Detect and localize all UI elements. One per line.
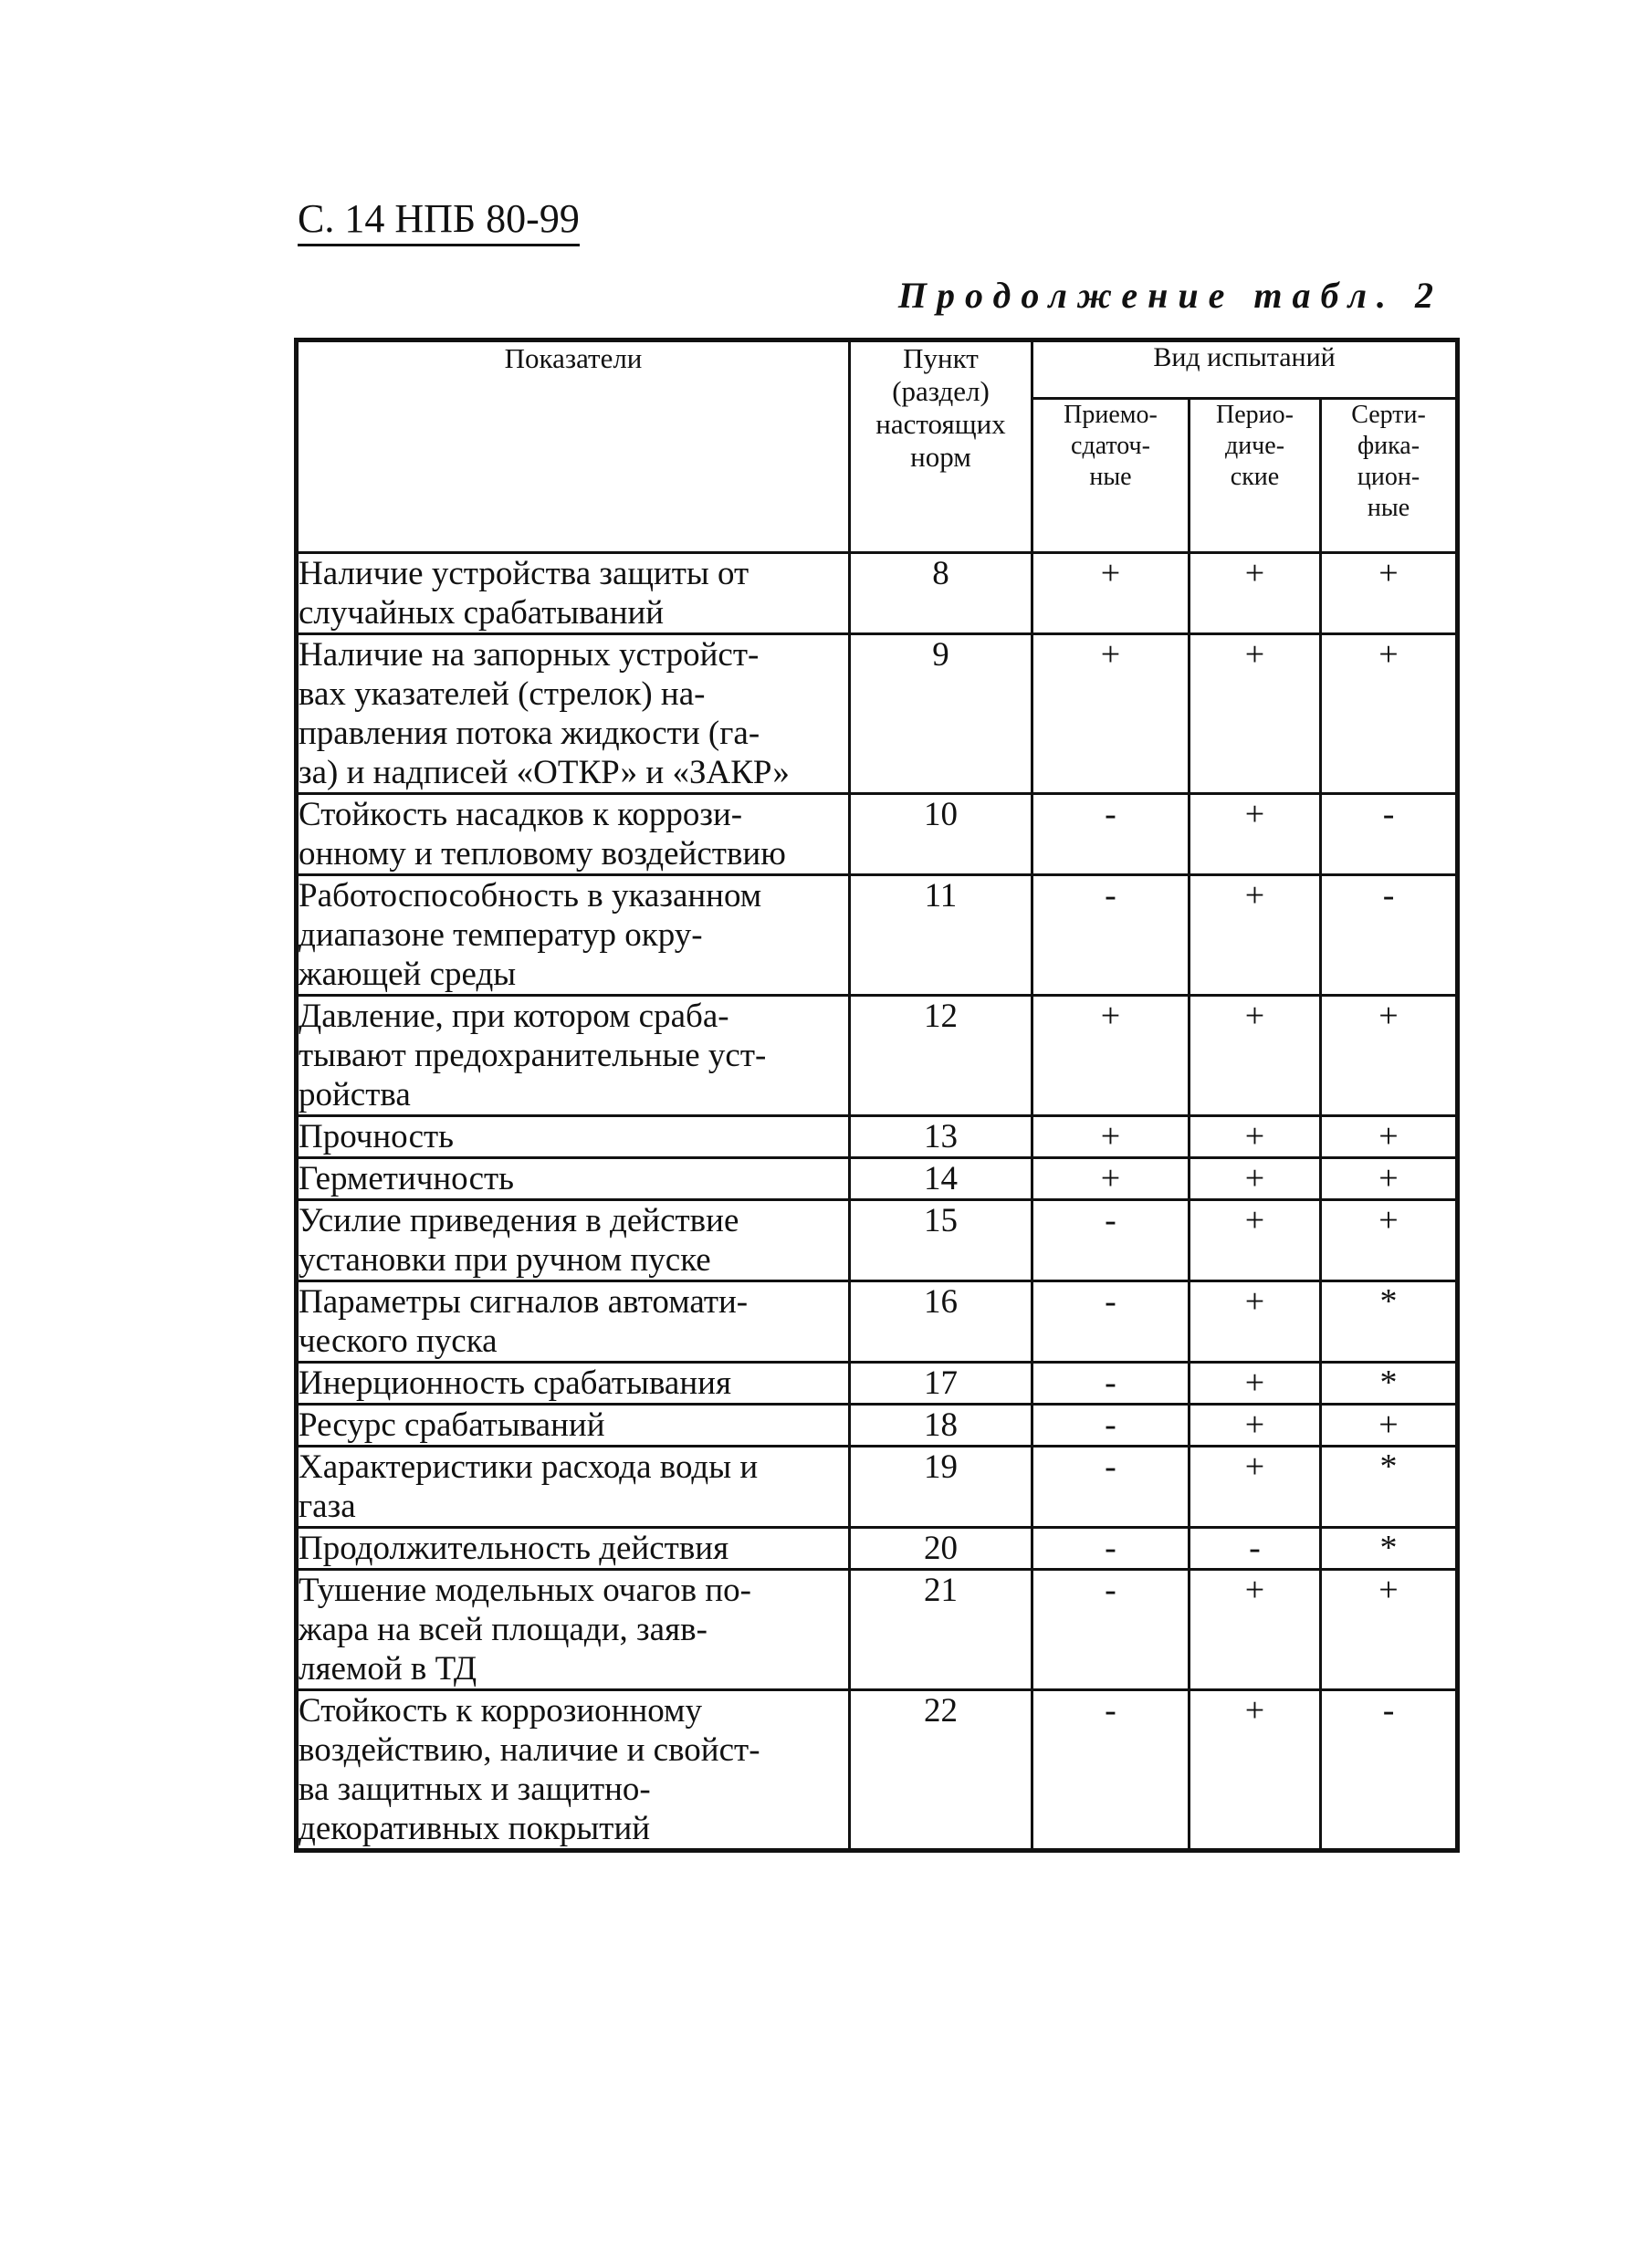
col-header-periodic: Перио- диче- ские — [1190, 399, 1321, 553]
clause-cell: 10 — [850, 794, 1032, 875]
acceptance-mark: - — [1032, 1447, 1190, 1528]
periodic-mark: + — [1190, 875, 1321, 996]
periodic-mark: + — [1190, 1447, 1321, 1528]
acceptance-mark: - — [1032, 1690, 1190, 1851]
col-header-certification: Серти- фика- цион- ные — [1321, 399, 1458, 553]
table-row — [297, 1363, 1458, 1405]
indicator-cell: Наличие на запорных устройст- вах указателей (стрелок) на- правления потока жидкости (га- за) и надписей «ОТКР» и «ЗАКР» — [297, 634, 850, 794]
certification-mark: + — [1321, 1158, 1458, 1200]
certification-mark: * — [1321, 1447, 1458, 1528]
acceptance-mark: - — [1032, 1363, 1190, 1405]
acceptance-mark: + — [1032, 553, 1190, 634]
clause-cell: 20 — [850, 1528, 1032, 1570]
clause-cell: 8 — [850, 553, 1032, 634]
certification-mark: * — [1321, 1281, 1458, 1363]
header-underline — [298, 244, 580, 246]
periodic-mark: + — [1190, 1570, 1321, 1690]
acceptance-mark: - — [1032, 1200, 1190, 1281]
indicator-cell: Наличие устройства защиты от случайных срабатываний — [297, 553, 850, 634]
certification-mark: - — [1321, 794, 1458, 875]
indicator-cell: Стойкость насадков к коррози- онному и тепловому воздействию — [297, 794, 850, 875]
periodic-mark: + — [1190, 1116, 1321, 1158]
indicator-cell: Продолжительность действия — [297, 1528, 850, 1570]
clause-cell: 16 — [850, 1281, 1032, 1363]
table-row — [297, 996, 1458, 1116]
periodic-mark: + — [1190, 1200, 1321, 1281]
table-row — [297, 1158, 1458, 1200]
certification-mark: + — [1321, 1405, 1458, 1447]
certification-mark: - — [1321, 1690, 1458, 1851]
indicator-cell: Стойкость к коррозионному воздействию, наличие и свойст- ва защитных и защитно- декоративных покрытий — [297, 1690, 850, 1851]
acceptance-mark: - — [1032, 1281, 1190, 1363]
col-header-indicators: Показатели — [297, 340, 850, 553]
clause-cell: 12 — [850, 996, 1032, 1116]
col-header-test-type: Вид испытаний — [1032, 340, 1458, 399]
tests-table — [294, 338, 1460, 1853]
table-body — [297, 553, 1458, 1851]
indicator-cell: Давление, при котором сраба- тывают предохранительные уст- ройства — [297, 996, 850, 1116]
indicator-cell: Тушение модельных очагов по- жара на всей площади, заяв- ляемой в ТД — [297, 1570, 850, 1690]
table-row — [297, 1570, 1458, 1690]
periodic-mark: + — [1190, 794, 1321, 875]
page-header — [298, 193, 580, 245]
periodic-mark: + — [1190, 1158, 1321, 1200]
clause-cell: 11 — [850, 875, 1032, 996]
indicator-cell: Инерционность срабатывания — [297, 1363, 850, 1405]
certification-mark: * — [1321, 1528, 1458, 1570]
acceptance-mark: + — [1032, 634, 1190, 794]
clause-cell: 19 — [850, 1447, 1032, 1528]
table-row — [297, 1200, 1458, 1281]
acceptance-mark: - — [1032, 794, 1190, 875]
clause-cell: 21 — [850, 1570, 1032, 1690]
certification-mark: + — [1321, 996, 1458, 1116]
page-reference: С. 14 НПБ 80-99 — [298, 196, 580, 241]
periodic-mark: + — [1190, 1405, 1321, 1447]
table-row — [297, 794, 1458, 875]
table-row — [297, 1281, 1458, 1363]
periodic-mark: + — [1190, 996, 1321, 1116]
indicator-cell: Характеристики расхода воды и газа — [297, 1447, 850, 1528]
table-row — [297, 1690, 1458, 1851]
table-row — [297, 1447, 1458, 1528]
acceptance-mark: - — [1032, 1528, 1190, 1570]
acceptance-mark: + — [1032, 1158, 1190, 1200]
periodic-mark: + — [1190, 634, 1321, 794]
certification-mark: + — [1321, 553, 1458, 634]
certification-mark: - — [1321, 875, 1458, 996]
table-row — [297, 1116, 1458, 1158]
acceptance-mark: - — [1032, 1405, 1190, 1447]
periodic-mark: + — [1190, 1690, 1321, 1851]
table-row — [297, 553, 1458, 634]
periodic-mark: + — [1190, 1281, 1321, 1363]
indicator-cell: Параметры сигналов автомати- ческого пуска — [297, 1281, 850, 1363]
acceptance-mark: - — [1032, 875, 1190, 996]
clause-cell: 17 — [850, 1363, 1032, 1405]
indicator-cell: Прочность — [297, 1116, 850, 1158]
indicator-cell: Усилие приведения в действие установки при ручном пуске — [297, 1200, 850, 1281]
clause-cell: 22 — [850, 1690, 1032, 1851]
periodic-mark: - — [1190, 1528, 1321, 1570]
col-header-acceptance: Приемо- сдаточ- ные — [1032, 399, 1190, 553]
table-row — [297, 875, 1458, 996]
header-row-top — [297, 340, 1458, 399]
indicator-cell: Ресурс срабатываний — [297, 1405, 850, 1447]
certification-mark: + — [1321, 634, 1458, 794]
table-row — [297, 634, 1458, 794]
indicator-cell: Работоспособность в указанном диапазоне температур окру- жающей среды — [297, 875, 850, 996]
certification-mark: + — [1321, 1570, 1458, 1690]
clause-cell: 15 — [850, 1200, 1032, 1281]
clause-cell: 18 — [850, 1405, 1032, 1447]
periodic-mark: + — [1190, 553, 1321, 634]
table-row — [297, 1528, 1458, 1570]
acceptance-mark: + — [1032, 996, 1190, 1116]
clause-cell: 14 — [850, 1158, 1032, 1200]
certification-mark: + — [1321, 1200, 1458, 1281]
acceptance-mark: - — [1032, 1570, 1190, 1690]
acceptance-mark: + — [1032, 1116, 1190, 1158]
certification-mark: + — [1321, 1116, 1458, 1158]
clause-cell: 9 — [850, 634, 1032, 794]
table-row — [297, 1405, 1458, 1447]
clause-cell: 13 — [850, 1116, 1032, 1158]
table-continuation-label: Продолжение табл. 2 — [897, 275, 1443, 316]
indicator-cell: Герметичность — [297, 1158, 850, 1200]
col-header-clause: Пункт (раздел) настоящих норм — [850, 340, 1032, 553]
periodic-mark: + — [1190, 1363, 1321, 1405]
certification-mark: * — [1321, 1363, 1458, 1405]
